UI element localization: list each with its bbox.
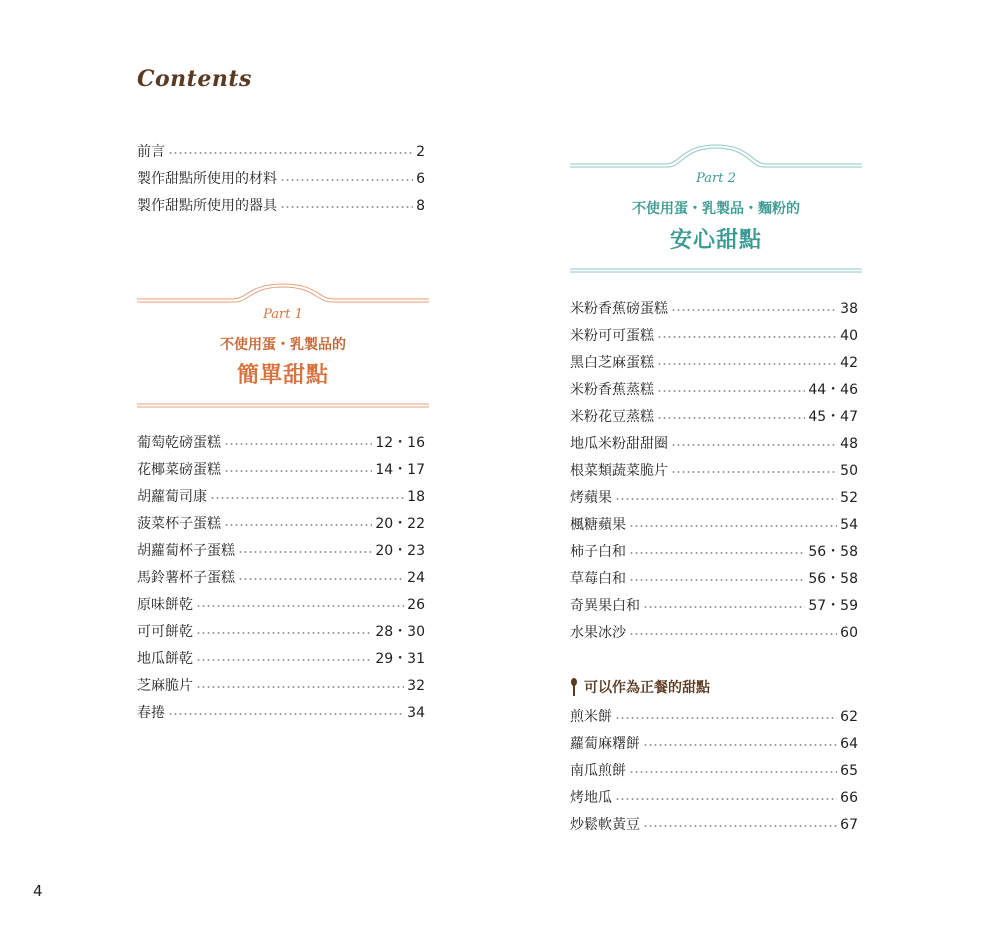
toc-entry[interactable] bbox=[570, 431, 858, 458]
part1-header bbox=[137, 280, 429, 410]
entry-page: 44・46 bbox=[808, 382, 858, 398]
entry-page: 60 bbox=[840, 625, 858, 641]
entry-title: 地瓜餅乾 bbox=[137, 651, 193, 667]
entry-page: 8 bbox=[416, 198, 425, 214]
leader-dots bbox=[238, 551, 372, 553]
leader-dots bbox=[671, 471, 837, 473]
toc-entry[interactable] bbox=[570, 350, 858, 377]
entry-title: 楓糖蘋果 bbox=[570, 517, 626, 533]
entry-title: 製作甜點所使用的材料 bbox=[137, 171, 277, 187]
toc-entry[interactable] bbox=[137, 673, 425, 700]
entry-page: 67 bbox=[840, 817, 858, 833]
leader-dots bbox=[629, 552, 805, 554]
toc-entry[interactable] bbox=[570, 731, 858, 758]
leader-dots bbox=[657, 417, 805, 419]
leader-dots bbox=[671, 444, 837, 446]
leader-dots bbox=[196, 605, 404, 607]
leader-dots bbox=[643, 825, 837, 827]
leader-dots bbox=[629, 771, 837, 773]
part2-header bbox=[570, 141, 862, 275]
leader-dots bbox=[643, 744, 837, 746]
entry-title: 草莓白和 bbox=[570, 571, 626, 587]
toc-entry[interactable] bbox=[570, 620, 858, 647]
leader-dots bbox=[671, 309, 837, 311]
toc-entry[interactable] bbox=[137, 619, 425, 646]
toc-entry[interactable] bbox=[570, 377, 858, 404]
entry-page: 29・31 bbox=[375, 651, 425, 667]
entry-title: 胡蘿蔔杯子蛋糕 bbox=[137, 543, 235, 559]
toc-entry[interactable] bbox=[570, 323, 858, 350]
entry-title: 根菜類蔬菜脆片 bbox=[570, 463, 668, 479]
leader-dots bbox=[629, 579, 805, 581]
entry-page: 66 bbox=[840, 790, 858, 806]
toc-entry[interactable] bbox=[570, 758, 858, 785]
intro-list bbox=[137, 139, 425, 220]
entry-title: 水果冰沙 bbox=[570, 625, 626, 641]
entry-page: 40 bbox=[840, 328, 858, 344]
toc-entry[interactable] bbox=[570, 539, 858, 566]
toc-entry[interactable] bbox=[137, 430, 425, 457]
entry-title: 馬鈴薯杯子蛋糕 bbox=[137, 570, 235, 586]
entry-title: 米粉可可蛋糕 bbox=[570, 328, 654, 344]
entry-page: 54 bbox=[840, 517, 858, 533]
toc-entry[interactable] bbox=[570, 812, 858, 839]
entry-title: 煎米餅 bbox=[570, 709, 612, 725]
toc-entry[interactable] bbox=[137, 457, 425, 484]
meal-section-label: 可以作為正餐的甜點 bbox=[584, 680, 710, 696]
part1-subtitle: 不使用蛋・乳製品的 bbox=[220, 337, 346, 353]
entry-page: 62 bbox=[840, 709, 858, 725]
leader-dots bbox=[168, 713, 404, 715]
entry-title: 蘿蔔麻糬餅 bbox=[570, 736, 640, 752]
part1-title: 簡單甜點 bbox=[236, 363, 329, 388]
toc-entry[interactable] bbox=[570, 785, 858, 812]
part2-subtitle: 不使用蛋・乳製品・麵粉的 bbox=[632, 201, 800, 217]
entry-page: 18 bbox=[407, 489, 425, 505]
entry-page: 57・59 bbox=[808, 598, 858, 614]
toc-entry[interactable] bbox=[137, 565, 425, 592]
entry-title: 米粉花豆蒸糕 bbox=[570, 409, 654, 425]
entry-title: 原味餅乾 bbox=[137, 597, 193, 613]
entry-title: 南瓜煎餅 bbox=[570, 763, 626, 779]
meal-section-title bbox=[570, 677, 710, 697]
leader-dots bbox=[643, 606, 805, 608]
entry-title: 菠菜杯子蛋糕 bbox=[137, 516, 221, 532]
entry-title: 可可餅乾 bbox=[137, 624, 193, 640]
entry-page: 56・58 bbox=[808, 544, 858, 560]
toc-entry[interactable] bbox=[570, 566, 858, 593]
entry-page: 48 bbox=[840, 436, 858, 452]
leader-dots bbox=[238, 578, 404, 580]
entry-page: 38 bbox=[840, 301, 858, 317]
entry-title: 胡蘿蔔司康 bbox=[137, 489, 207, 505]
entry-page: 42 bbox=[840, 355, 858, 371]
toc-entry[interactable] bbox=[570, 512, 858, 539]
leader-dots bbox=[224, 470, 372, 472]
entry-page: 12・16 bbox=[375, 435, 425, 451]
entry-title: 花椰菜磅蛋糕 bbox=[137, 462, 221, 478]
toc-entry[interactable] bbox=[137, 484, 425, 511]
leader-dots bbox=[657, 336, 837, 338]
toc-entry[interactable] bbox=[570, 704, 858, 731]
leader-dots bbox=[280, 179, 413, 181]
leader-dots bbox=[196, 632, 372, 634]
toc-entry[interactable] bbox=[570, 485, 858, 512]
entry-title: 烤地瓜 bbox=[570, 790, 612, 806]
entry-title: 製作甜點所使用的器具 bbox=[137, 198, 277, 214]
entry-title: 芝麻脆片 bbox=[137, 678, 193, 694]
entry-title: 春捲 bbox=[137, 705, 165, 721]
leader-dots bbox=[615, 798, 837, 800]
entry-title: 烤蘋果 bbox=[570, 490, 612, 506]
spoon-icon bbox=[570, 678, 578, 696]
entry-page: 14・17 bbox=[375, 462, 425, 478]
part2-label: Part 2 bbox=[696, 171, 736, 186]
toc-entry[interactable] bbox=[137, 139, 425, 166]
entry-page: 34 bbox=[407, 705, 425, 721]
entry-page: 26 bbox=[407, 597, 425, 613]
leader-dots bbox=[615, 717, 837, 719]
leader-dots bbox=[168, 152, 413, 154]
toc-entry[interactable] bbox=[137, 166, 425, 193]
entry-page: 2 bbox=[416, 144, 425, 160]
leader-dots bbox=[629, 525, 837, 527]
contents-title: Contents bbox=[137, 66, 252, 92]
meal-list bbox=[570, 704, 858, 839]
page-number: 4 bbox=[33, 882, 43, 900]
leader-dots bbox=[224, 524, 372, 526]
entry-page: 28・30 bbox=[375, 624, 425, 640]
entry-title: 前言 bbox=[137, 144, 165, 160]
toc-entry[interactable] bbox=[570, 593, 858, 620]
entry-page: 50 bbox=[840, 463, 858, 479]
entry-title: 炒鬆軟黃豆 bbox=[570, 817, 640, 833]
leader-dots bbox=[280, 206, 413, 208]
entry-title: 葡萄乾磅蛋糕 bbox=[137, 435, 221, 451]
entry-title: 地瓜米粉甜甜圈 bbox=[570, 436, 668, 452]
part2-list bbox=[570, 296, 858, 647]
toc-entry[interactable] bbox=[137, 511, 425, 538]
toc-entry[interactable] bbox=[570, 296, 858, 323]
entry-page: 65 bbox=[840, 763, 858, 779]
leader-dots bbox=[657, 363, 837, 365]
entry-page: 56・58 bbox=[808, 571, 858, 587]
entry-page: 45・47 bbox=[808, 409, 858, 425]
leader-dots bbox=[657, 390, 805, 392]
toc-entry[interactable] bbox=[137, 646, 425, 673]
leader-dots bbox=[196, 659, 372, 661]
toc-entry[interactable] bbox=[137, 193, 425, 220]
entry-page: 52 bbox=[840, 490, 858, 506]
entry-page: 20・23 bbox=[375, 543, 425, 559]
part1-list bbox=[137, 430, 425, 727]
entry-title: 米粉香蕉磅蛋糕 bbox=[570, 301, 668, 317]
entry-page: 24 bbox=[407, 570, 425, 586]
entry-title: 柿子白和 bbox=[570, 544, 626, 560]
entry-page: 64 bbox=[840, 736, 858, 752]
leader-dots bbox=[196, 686, 404, 688]
leader-dots bbox=[224, 443, 372, 445]
part1-label: Part 1 bbox=[263, 307, 303, 322]
entry-page: 32 bbox=[407, 678, 425, 694]
entry-title: 米粉香蕉蒸糕 bbox=[570, 382, 654, 398]
part2-title: 安心甜點 bbox=[669, 228, 762, 253]
entry-page: 6 bbox=[416, 171, 425, 187]
toc-entry[interactable] bbox=[137, 592, 425, 619]
leader-dots bbox=[210, 497, 404, 499]
toc-entry[interactable] bbox=[137, 538, 425, 565]
entry-page: 20・22 bbox=[375, 516, 425, 532]
toc-entry[interactable] bbox=[137, 700, 425, 727]
leader-dots bbox=[615, 498, 837, 500]
entry-title: 奇異果白和 bbox=[570, 598, 640, 614]
entry-title: 黑白芝麻蛋糕 bbox=[570, 355, 654, 371]
toc-entry[interactable] bbox=[570, 458, 858, 485]
leader-dots bbox=[629, 633, 837, 635]
toc-entry[interactable] bbox=[570, 404, 858, 431]
